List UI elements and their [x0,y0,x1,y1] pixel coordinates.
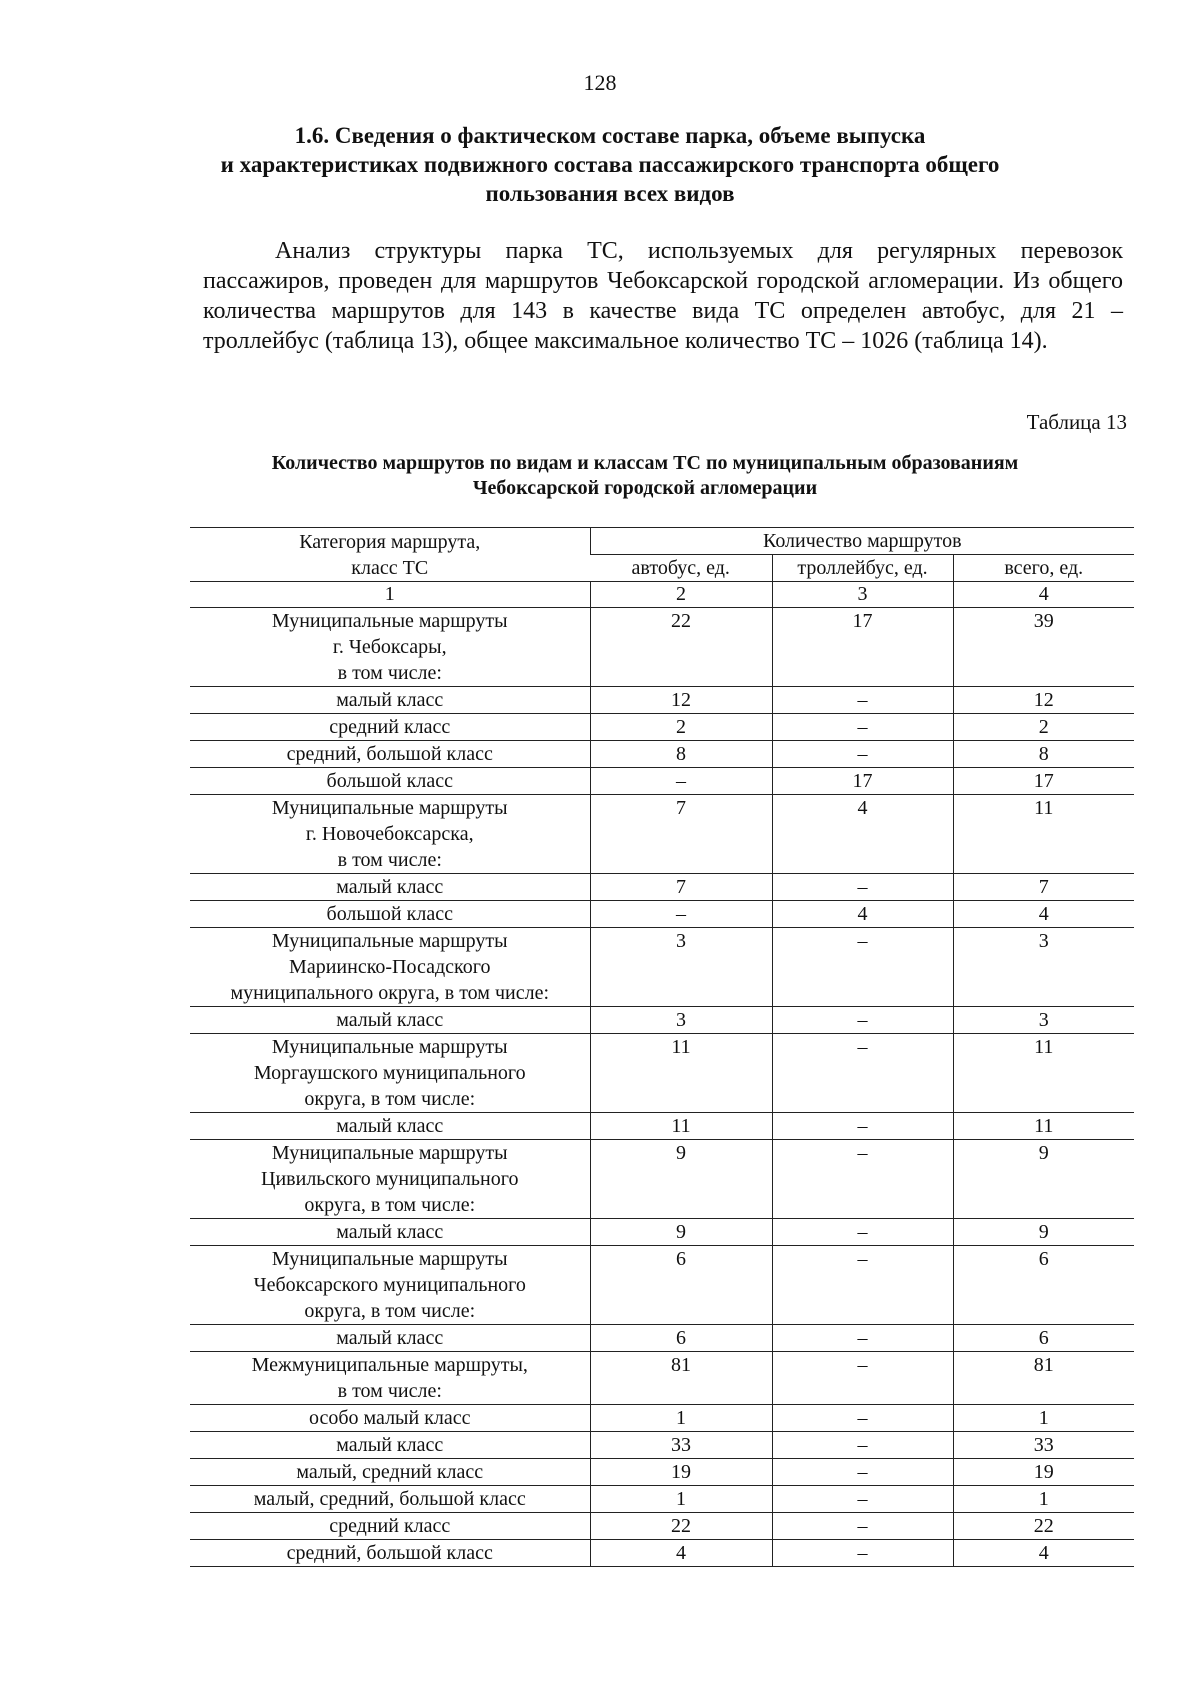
trolleybus-count: – [772,1246,953,1325]
table-row [190,1246,1134,1325]
routes-table [190,527,1134,1567]
total-count: 19 [953,1459,1134,1486]
route-category-line: муниципального округа, в том числе: [230,982,549,1004]
bus-count: 22 [590,608,772,687]
bus-count: 4 [590,1540,772,1567]
route-category-line: Муниципальные маршруты [271,797,508,819]
table-row [190,1219,1134,1246]
route-category [190,741,590,768]
table-row [190,1540,1134,1567]
route-category-line: малый класс [336,876,444,898]
column-index: 3 [772,582,953,608]
trolleybus-count: – [772,1540,953,1567]
trolleybus-count: – [772,1352,953,1405]
bus-count: 9 [590,1219,772,1246]
body-paragraph [203,236,1123,356]
route-category-line: в том числе: [337,662,442,684]
total-count: 2 [953,714,1134,741]
route-category-line: г. Новочебоксарска, [305,823,474,845]
table-row [190,768,1134,795]
trolleybus-count: – [772,1432,953,1459]
bus-count: 6 [590,1246,772,1325]
table-row [190,714,1134,741]
trolleybus-count: – [772,1034,953,1113]
table-row [190,928,1134,1007]
route-category [190,1219,590,1246]
trolleybus-count: – [772,1007,953,1034]
route-category-line: Моргаушского муниципального [253,1062,526,1084]
route-category [190,687,590,714]
table-row [190,1459,1134,1486]
table-caption-line: Количество маршрутов по видам и классам ТС по муниципальным образованиям [271,452,1019,474]
table-caption [190,451,1100,501]
route-category-line: Мариинско-Посадского [289,956,491,978]
route-category-line: Межмуниципальные маршруты, [251,1354,528,1376]
trolleybus-count: – [772,1486,953,1513]
route-category-line: округа, в том числе: [304,1088,476,1110]
total-count: 4 [953,1540,1134,1567]
column-index: 4 [953,582,1134,608]
route-category [190,1486,590,1513]
trolleybus-count: – [772,1140,953,1219]
total-count: 81 [953,1352,1134,1405]
bus-count: 6 [590,1325,772,1352]
route-category [190,1540,590,1567]
total-count: 39 [953,608,1134,687]
total-count: 22 [953,1513,1134,1540]
header-category [190,528,590,582]
route-category [190,874,590,901]
bus-count: 1 [590,1486,772,1513]
table-row [190,1432,1134,1459]
total-count: 1 [953,1405,1134,1432]
bus-count: 22 [590,1513,772,1540]
route-category [190,1513,590,1540]
bus-count: 9 [590,1140,772,1219]
header-bus: автобус, ед. [590,555,772,582]
header-route-count: Количество маршрутов [590,528,1134,555]
table-row [190,1034,1134,1113]
total-count: 17 [953,768,1134,795]
route-category-line: Муниципальные маршруты [271,1036,508,1058]
bus-count: 19 [590,1459,772,1486]
section-heading-line: 1.6. Сведения о фактическом составе парка, объеме выпуска [294,123,926,148]
route-category-line: малый, средний, большой класс [253,1488,526,1510]
total-count: 3 [953,1007,1134,1034]
route-category-line: средний, большой класс [286,1542,493,1564]
table-row [190,1325,1134,1352]
route-category-line: округа, в том числе: [304,1194,476,1216]
route-category-line: малый класс [336,1434,444,1456]
trolleybus-count: – [772,1405,953,1432]
table-row [190,741,1134,768]
header-trolleybus: троллейбус, ед. [772,555,953,582]
trolleybus-count: – [772,687,953,714]
total-count: 11 [953,1113,1134,1140]
bus-count: 8 [590,741,772,768]
table-caption-line: Чебоксарской городской агломерации [472,477,818,499]
route-category-line: Муниципальные маршруты [271,1142,508,1164]
bus-count: – [590,901,772,928]
route-category-line: Цивильского муниципального [261,1168,519,1190]
trolleybus-count: – [772,874,953,901]
table-row [190,1113,1134,1140]
route-category [190,768,590,795]
total-count: 33 [953,1432,1134,1459]
route-category-line: малый, средний класс [296,1461,484,1483]
trolleybus-count: – [772,741,953,768]
column-index-row [190,582,1134,608]
route-category [190,1140,590,1219]
total-count: 11 [953,795,1134,874]
trolleybus-count: – [772,714,953,741]
route-category-line: Чебоксарского муниципального [253,1274,526,1296]
route-category-line: средний класс [329,1515,451,1537]
total-count: 7 [953,874,1134,901]
route-category [190,1352,590,1405]
column-index: 2 [590,582,772,608]
route-category [190,795,590,874]
route-category-line: Муниципальные маршруты [271,930,508,952]
table-row [190,1405,1134,1432]
route-category-line: малый класс [336,1327,444,1349]
route-category [190,1405,590,1432]
bus-count: 3 [590,1007,772,1034]
trolleybus-count: – [772,1219,953,1246]
header-category-line: класс ТС [351,556,429,579]
table-row [190,608,1134,687]
bus-count: – [590,768,772,795]
trolleybus-count: – [772,1459,953,1486]
route-category-line: малый класс [336,1009,444,1031]
total-count: 6 [953,1246,1134,1325]
route-category [190,608,590,687]
body-paragraph-text: Анализ структуры парка ТС, используемых для регулярных перевозок пассажиров, проведен для маршрутов Чебоксарской городской агломерации. Из общего количества маршрутов для 143 в качестве вида ТС определен автобус, для 21 – троллейбус (таблица 13), общее максимальное количество ТС – 1026 (таблица 14). [203,238,1123,354]
route-category-line: особо малый класс [308,1407,471,1429]
bus-count: 12 [590,687,772,714]
route-category-line: малый класс [336,1221,444,1243]
bus-count: 7 [590,874,772,901]
route-category-line: Муниципальные маршруты [271,610,508,632]
total-count: 9 [953,1219,1134,1246]
table-row [190,1513,1134,1540]
total-count: 12 [953,687,1134,714]
header-category-line: Категория маршрута, [299,530,481,553]
table-row [190,1486,1134,1513]
column-index: 1 [190,582,590,608]
route-category-line: в том числе: [337,1380,442,1402]
table-row [190,795,1134,874]
bus-count: 11 [590,1113,772,1140]
trolleybus-count: 17 [772,768,953,795]
route-category [190,901,590,928]
route-category [190,714,590,741]
route-category-line: большой класс [326,903,453,925]
table-row [190,1352,1134,1405]
total-count: 11 [953,1034,1134,1113]
table-row [190,687,1134,714]
route-category [190,1325,590,1352]
table-row [190,1140,1134,1219]
route-category-line: Муниципальные маршруты [271,1248,508,1270]
total-count: 9 [953,1140,1134,1219]
route-category-line: округа, в том числе: [304,1300,476,1322]
route-category-line: большой класс [326,770,453,792]
header-total: всего, ед. [953,555,1134,582]
total-count: 6 [953,1325,1134,1352]
route-category-line: малый класс [336,1115,444,1137]
trolleybus-count: – [772,1113,953,1140]
total-count: 4 [953,901,1134,928]
trolleybus-count: 4 [772,901,953,928]
table-row [190,901,1134,928]
section-heading [190,121,1030,208]
route-category [190,1113,590,1140]
bus-count: 2 [590,714,772,741]
table-row [190,1007,1134,1034]
trolleybus-count: 17 [772,608,953,687]
section-heading-line: и характеристиках подвижного состава пассажирского транспорта общего [220,152,1000,177]
trolleybus-count: – [772,1325,953,1352]
total-count: 1 [953,1486,1134,1513]
route-category [190,1246,590,1325]
bus-count: 1 [590,1405,772,1432]
route-category-line: средний класс [329,716,451,738]
table-header-row [190,528,1134,555]
trolleybus-count: 4 [772,795,953,874]
total-count: 3 [953,928,1134,1007]
route-category [190,1007,590,1034]
route-category-line: средний, большой класс [286,743,493,765]
bus-count: 7 [590,795,772,874]
route-category [190,1034,590,1113]
bus-count: 3 [590,928,772,1007]
bus-count: 81 [590,1352,772,1405]
trolleybus-count: – [772,1513,953,1540]
route-category [190,1432,590,1459]
route-category-line: в том числе: [337,849,442,871]
section-heading-line: пользования всех видов [485,181,735,206]
page-number: 128 [583,70,617,95]
bus-count: 11 [590,1034,772,1113]
table-label: Таблица 13 [1026,410,1127,434]
table-row [190,874,1134,901]
route-category [190,928,590,1007]
trolleybus-count: – [772,928,953,1007]
route-category [190,1459,590,1486]
total-count: 8 [953,741,1134,768]
route-category-line: г. Чебоксары, [332,636,447,658]
route-category-line: малый класс [336,689,444,711]
bus-count: 33 [590,1432,772,1459]
